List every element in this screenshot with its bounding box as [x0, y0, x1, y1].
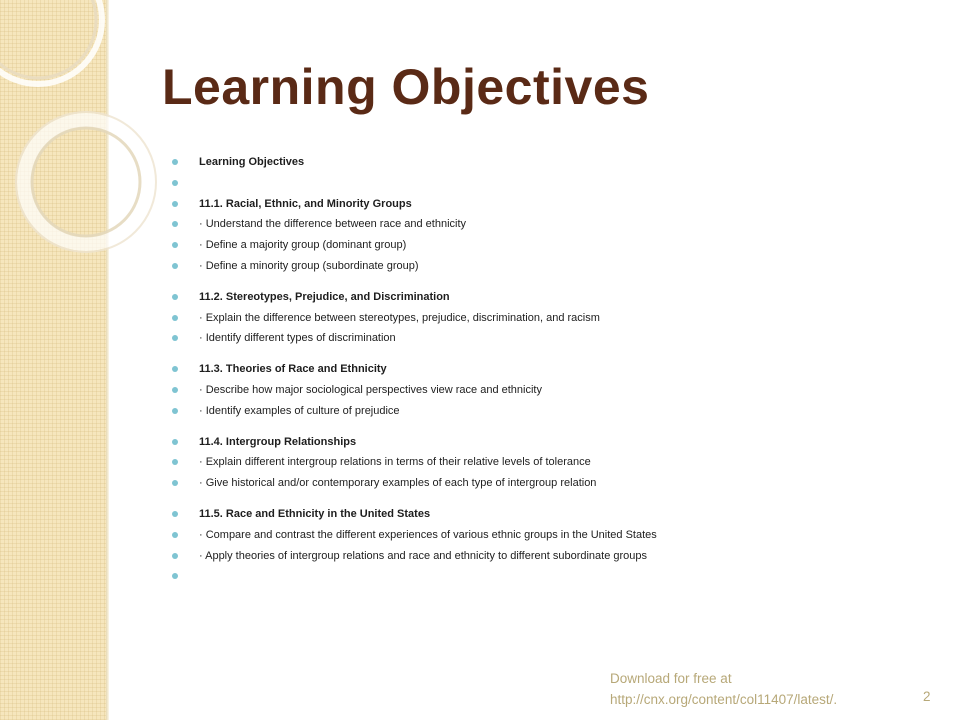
footer-line-1: Download for free at	[610, 671, 732, 686]
page-number: 2	[923, 689, 931, 704]
objective-heading: Learning Objectives	[172, 152, 932, 173]
decorative-rings	[0, 0, 160, 300]
objective-heading: 11.4. Intergroup Relationships	[172, 432, 932, 453]
list-item: · Apply theories of intergroup relations and race and ethnicity to different subordinate groups	[172, 546, 932, 567]
objective-heading: 11.1. Racial, Ethnic, and Minority Groups	[172, 194, 932, 215]
objective-heading: 11.3. Theories of Race and Ethnicity	[172, 359, 932, 380]
list-item: · Understand the difference between race and ethnicity	[172, 214, 932, 235]
list-item: · Identify different types of discrimination	[172, 328, 932, 349]
slide-title: Learning Objectives	[162, 59, 650, 115]
list-item: · Explain different intergroup relations in terms of their relative levels of tolerance	[172, 452, 932, 473]
list-item	[172, 173, 932, 194]
objective-heading: 11.2. Stereotypes, Prejudice, and Discrimination	[172, 287, 932, 308]
download-footer	[610, 668, 880, 710]
list-item: · Explain the difference between stereotypes, prejudice, discrimination, and racism	[172, 308, 932, 329]
list-item: · Define a majority group (dominant group)	[172, 235, 932, 256]
list-item: · Identify examples of culture of prejudice	[172, 401, 932, 422]
list-item: · Compare and contrast the different experiences of various ethnic groups in the United States	[172, 525, 932, 546]
objectives-list	[172, 152, 932, 587]
footer-link[interactable]: http://cnx.org/content/col11407/latest/.	[610, 692, 838, 707]
list-item: · Describe how major sociological perspectives view race and ethnicity	[172, 380, 932, 401]
list-item	[172, 566, 932, 587]
list-item: · Give historical and/or contemporary examples of each type of intergroup relation	[172, 473, 932, 494]
objective-heading: 11.5. Race and Ethnicity in the United States	[172, 504, 932, 525]
list-item: · Define a minority group (subordinate group)	[172, 256, 932, 277]
